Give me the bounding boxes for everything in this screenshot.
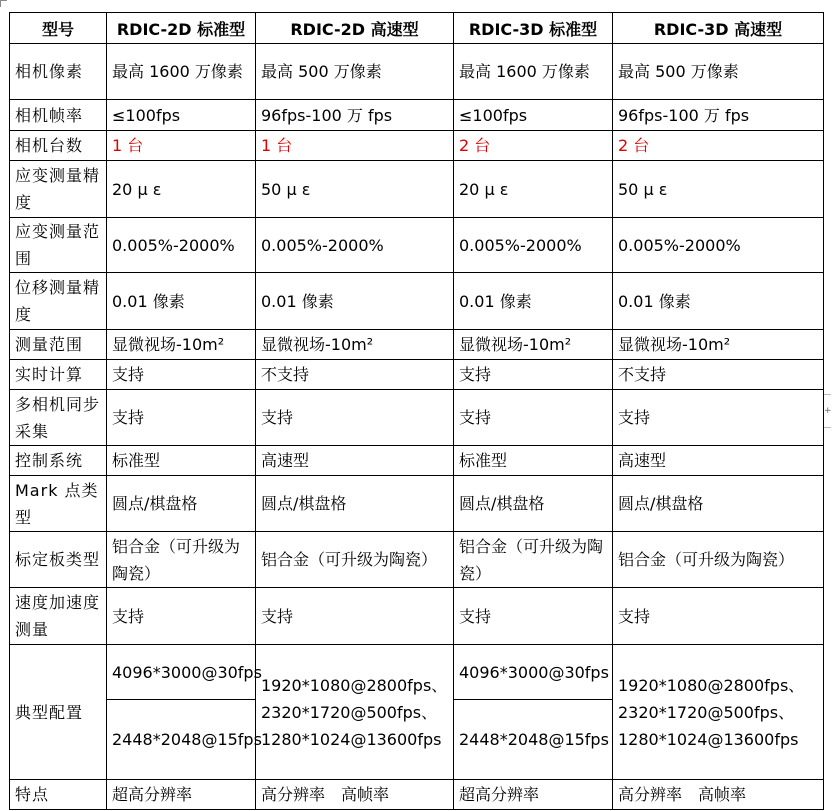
- row-label: 标定板类型: [10, 532, 107, 588]
- table-row: [10, 645, 824, 700]
- table-cell: 不支持: [256, 360, 454, 390]
- table-resize-handle[interactable]: +: [823, 394, 831, 428]
- table-row: [10, 44, 824, 100]
- table-cell: 0.005%-2000%: [256, 218, 454, 273]
- row-label: 特点: [10, 780, 107, 810]
- row-label: 相机像素: [10, 44, 107, 100]
- table-row: [10, 532, 824, 588]
- table-cell: ≤100fps: [454, 100, 613, 131]
- table-cell: 0.01 像素: [613, 273, 824, 330]
- table-cell: 支持: [107, 588, 256, 645]
- table-cell: ≤100fps: [107, 100, 256, 131]
- table-cell: 支持: [107, 390, 256, 446]
- row-label: 位移测量精度: [10, 273, 107, 330]
- table-cell: 2 台: [454, 131, 613, 161]
- table-cell: 2 台: [613, 131, 824, 161]
- table-cell: 圆点/棋盘格: [256, 476, 454, 532]
- row-label: 速度加速度测量: [10, 588, 107, 645]
- table-row: [10, 446, 824, 476]
- table-cell: 圆点/棋盘格: [613, 476, 824, 532]
- table-row: [10, 780, 824, 810]
- table-cell: 0.005%-2000%: [613, 218, 824, 273]
- header-cell: RDIC-2D 标准型: [107, 13, 256, 44]
- table-cell: 支持: [613, 588, 824, 645]
- row-label: 应变测量精度: [10, 161, 107, 218]
- table-cell: 不支持: [613, 360, 824, 390]
- row-label: 相机帧率: [10, 100, 107, 131]
- table-row: [10, 100, 824, 131]
- table-cell: 50 μ ε: [613, 161, 824, 218]
- table-cell: 圆点/棋盘格: [454, 476, 613, 532]
- table-cell: 支持: [454, 390, 613, 446]
- table-cell: 1 台: [107, 131, 256, 161]
- table-cell: 标准型: [107, 446, 256, 476]
- table-cell: 支持: [454, 588, 613, 645]
- table-cell: 最高 500 万像素: [613, 44, 824, 100]
- table-cell: 高速型: [256, 446, 454, 476]
- table-cell: 最高 500 万像素: [256, 44, 454, 100]
- table-row: [10, 390, 824, 446]
- table-cell: 高分辨率 高帧率: [256, 780, 454, 810]
- row-label: 控制系统: [10, 446, 107, 476]
- table-cell: 20 μ ε: [107, 161, 256, 218]
- table-row: [10, 218, 824, 273]
- row-label: Mark 点类型: [10, 476, 107, 532]
- table-cell: 支持: [613, 390, 824, 446]
- table-cell: 标准型: [454, 446, 613, 476]
- table-cell: 超高分辨率: [107, 780, 256, 810]
- table-cell: 显微视场-10m²: [256, 330, 454, 360]
- table-cell: 显微视场-10m²: [613, 330, 824, 360]
- row-label: 实时计算: [10, 360, 107, 390]
- table-row: [10, 131, 824, 161]
- table-cell: 20 μ ε: [454, 161, 613, 218]
- header-row: [10, 13, 824, 44]
- table-row: [10, 476, 824, 532]
- row-label: 应变测量范围: [10, 218, 107, 273]
- spec-table: [9, 12, 824, 810]
- table-row: [10, 161, 824, 218]
- table-cell: 高速型: [613, 446, 824, 476]
- row-label: 多相机同步采集: [10, 390, 107, 446]
- table-cell: 支持: [454, 360, 613, 390]
- table-cell: 支持: [256, 588, 454, 645]
- table-move-handle[interactable]: [0, 0, 7, 7]
- table-cell: 4096*3000@30fps: [107, 645, 256, 700]
- table-cell: 铝合金（可升级为陶瓷）: [256, 532, 454, 588]
- table-cell: 最高 1600 万像素: [454, 44, 613, 100]
- table-cell: 圆点/棋盘格: [107, 476, 256, 532]
- table-cell: 2448*2048@15fps: [454, 700, 613, 780]
- table-cell: 铝合金（可升级为陶瓷）: [454, 532, 613, 588]
- header-cell: RDIC-2D 高速型: [256, 13, 454, 44]
- header-cell: 型号: [10, 13, 107, 44]
- table-cell: 4096*3000@30fps: [454, 645, 613, 700]
- header-cell: RDIC-3D 标准型: [454, 13, 613, 44]
- table-cell: 1 台: [256, 131, 454, 161]
- table-cell: 1920*1080@2800fps、2320*1720@500fps、1280*1024@13600fps: [613, 645, 824, 780]
- header-cell: RDIC-3D 高速型: [613, 13, 824, 44]
- table-cell: 0.005%-2000%: [454, 218, 613, 273]
- table-row: [10, 360, 824, 390]
- table-cell: 96fps-100 万 fps: [256, 100, 454, 131]
- table-cell: 高分辨率 高帧率: [613, 780, 824, 810]
- table-cell: 支持: [107, 360, 256, 390]
- table-cell: 0.01 像素: [454, 273, 613, 330]
- table-cell: 超高分辨率: [454, 780, 613, 810]
- table-cell: 0.01 像素: [107, 273, 256, 330]
- table-cell: 1920*1080@2800fps、2320*1720@500fps、1280*1024@13600fps: [256, 645, 454, 780]
- table-cell: 96fps-100 万 fps: [613, 100, 824, 131]
- table-row: [10, 588, 824, 645]
- table-row: [10, 273, 824, 330]
- table-row: [10, 330, 824, 360]
- table-cell: 0.005%-2000%: [107, 218, 256, 273]
- table-cell: 显微视场-10m²: [454, 330, 613, 360]
- table-cell: 最高 1600 万像素: [107, 44, 256, 100]
- table-cell: 铝合金（可升级为陶瓷）: [107, 532, 256, 588]
- table-cell: 显微视场-10m²: [107, 330, 256, 360]
- row-label: 相机台数: [10, 131, 107, 161]
- row-label: 典型配置: [10, 645, 107, 780]
- table-cell: 铝合金（可升级为陶瓷）: [613, 532, 824, 588]
- table-cell: 0.01 像素: [256, 273, 454, 330]
- table-cell: 50 μ ε: [256, 161, 454, 218]
- table-cell: 支持: [256, 390, 454, 446]
- row-label: 测量范围: [10, 330, 107, 360]
- table-cell: 2448*2048@15fps: [107, 700, 256, 780]
